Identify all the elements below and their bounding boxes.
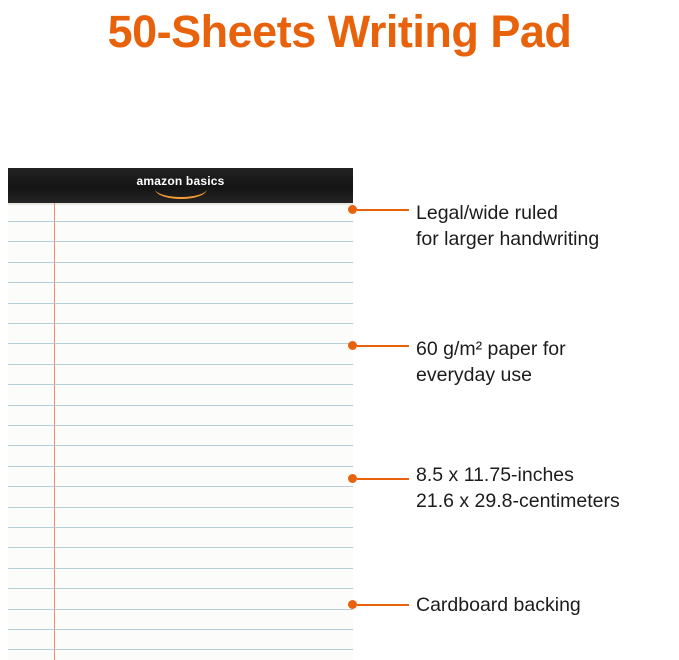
callout-text-line: Cardboard backing bbox=[416, 594, 581, 616]
callout-text-line: 8.5 x 11.75-inches bbox=[416, 464, 574, 486]
pad-rule-line bbox=[8, 527, 353, 528]
callout-leader-line-ruling bbox=[357, 209, 409, 211]
callout-dot-paper-weight bbox=[348, 341, 357, 350]
pad-paper-top-edge bbox=[8, 203, 353, 205]
pad-rule-line bbox=[8, 241, 353, 242]
pad-rule-line bbox=[8, 384, 353, 385]
pad-rule-line bbox=[8, 466, 353, 467]
callout-leader-line-paper-weight bbox=[357, 345, 409, 347]
callout-text-ruling bbox=[416, 200, 599, 252]
callout-text-line: for larger handwriting bbox=[416, 228, 600, 250]
pad-margin-line bbox=[54, 203, 55, 660]
callout-text-line: 21.6 x 29.8-centimeters bbox=[416, 490, 620, 512]
callout-dot-backing bbox=[348, 600, 357, 609]
callout-text-backing bbox=[416, 592, 581, 618]
pad-rule-line bbox=[8, 323, 353, 324]
page-title: 50-Sheets Writing Pad bbox=[107, 6, 572, 57]
pad-rule-line bbox=[8, 425, 353, 426]
pad-rule-line bbox=[8, 405, 353, 406]
callout-leader-line-backing bbox=[357, 604, 409, 606]
pad-rule-line bbox=[8, 221, 353, 222]
pad-rule-line bbox=[8, 364, 353, 365]
pad-rule-line bbox=[8, 303, 353, 304]
callout-text-paper-weight bbox=[416, 336, 566, 388]
pad-rule-line bbox=[8, 609, 353, 610]
pad-rule-line bbox=[8, 588, 353, 589]
callout-dot-ruling bbox=[348, 205, 357, 214]
pad-rule-line bbox=[8, 486, 353, 487]
pad-rule-line bbox=[8, 629, 353, 630]
writing-pad-image bbox=[8, 168, 353, 660]
callout-text-dimensions bbox=[416, 462, 620, 514]
pad-rule-line bbox=[8, 568, 353, 569]
pad-rule-line bbox=[8, 262, 353, 263]
callout-text-line: 60 g/m² paper for bbox=[416, 338, 566, 360]
pad-paper bbox=[8, 203, 353, 660]
pad-rule-line bbox=[8, 445, 353, 446]
brand-label: amazon basics bbox=[136, 174, 225, 188]
pad-rule-line bbox=[8, 343, 353, 344]
pad-rule-line bbox=[8, 282, 353, 283]
amazon-smile-icon bbox=[155, 190, 207, 199]
pad-rule-line bbox=[8, 547, 353, 548]
callout-text-line: everyday use bbox=[416, 364, 532, 386]
callout-text-line: Legal/wide ruled bbox=[416, 202, 559, 224]
pad-rule-line bbox=[8, 507, 353, 508]
pad-header-bar bbox=[8, 168, 353, 203]
callout-dot-dimensions bbox=[348, 474, 357, 483]
pad-rule-line bbox=[8, 649, 353, 650]
callout-leader-line-dimensions bbox=[357, 478, 409, 480]
